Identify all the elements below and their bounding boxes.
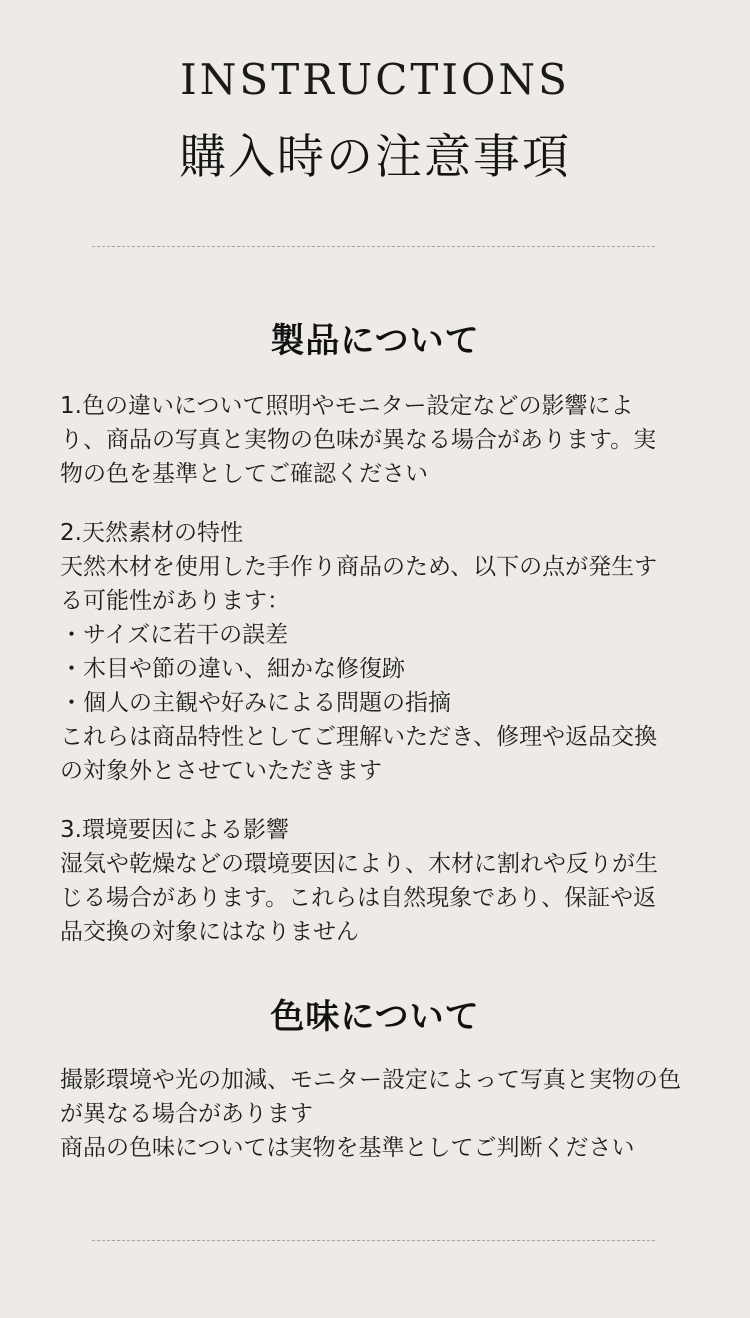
eyebrow-heading: INSTRUCTIONS [180, 55, 570, 104]
item1-line: 物の色を基準としてご確認ください [60, 461, 428, 487]
color-line: が異なる場合があります [60, 1101, 313, 1127]
item3-line: 湿気や乾燥などの環境要因により、木材に割れや反りが生 [60, 851, 658, 877]
page-title: 購入時の注意事項 [179, 130, 571, 185]
top-divider [92, 246, 655, 247]
color-line: 撮影環境や光の加減、モニター設定によって写真と実物の色 [60, 1067, 681, 1093]
color-section-heading: 色味について [270, 997, 480, 1037]
product-item-natural-material [60, 516, 695, 788]
item3-title: 3.環境要因による影響 [60, 817, 289, 843]
product-section-heading: 製品について [270, 321, 480, 361]
item1-line: り、商品の写真と実物の色味が異なる場合があります。実 [60, 427, 657, 453]
item2-bullet: ・個人の主観や好みによる問題の指摘 [60, 690, 451, 716]
item1-line: 1.色の違いについて照明やモニター設定などの影響によ [60, 393, 634, 419]
item3-line: じる場合があります。これらは自然現象であり、保証や返 [60, 885, 657, 911]
color-section-body [60, 1063, 695, 1165]
item2-line: の対象外とさせていただきます [60, 758, 382, 784]
product-item-color-difference [60, 389, 695, 491]
item3-line: 品交換の対象にはなりません [60, 919, 359, 945]
color-line: 商品の色味については実物を基準としてご判断ください [60, 1135, 635, 1161]
item2-line: これらは商品特性としてご理解いただき、修理や返品交換 [60, 724, 658, 750]
item2-line: る可能性があります： [60, 588, 290, 614]
product-item-environment [60, 813, 695, 949]
item2-bullet: ・木目や節の違い、細かな修復跡 [60, 656, 405, 682]
item2-line: 天然木材を使用した手作り商品のため、以下の点が発生す [60, 554, 658, 580]
item2-bullet: ・サイズに若干の誤差 [60, 622, 289, 648]
item2-title: 2.天然素材の特性 [60, 520, 243, 546]
bottom-divider [92, 1240, 655, 1241]
